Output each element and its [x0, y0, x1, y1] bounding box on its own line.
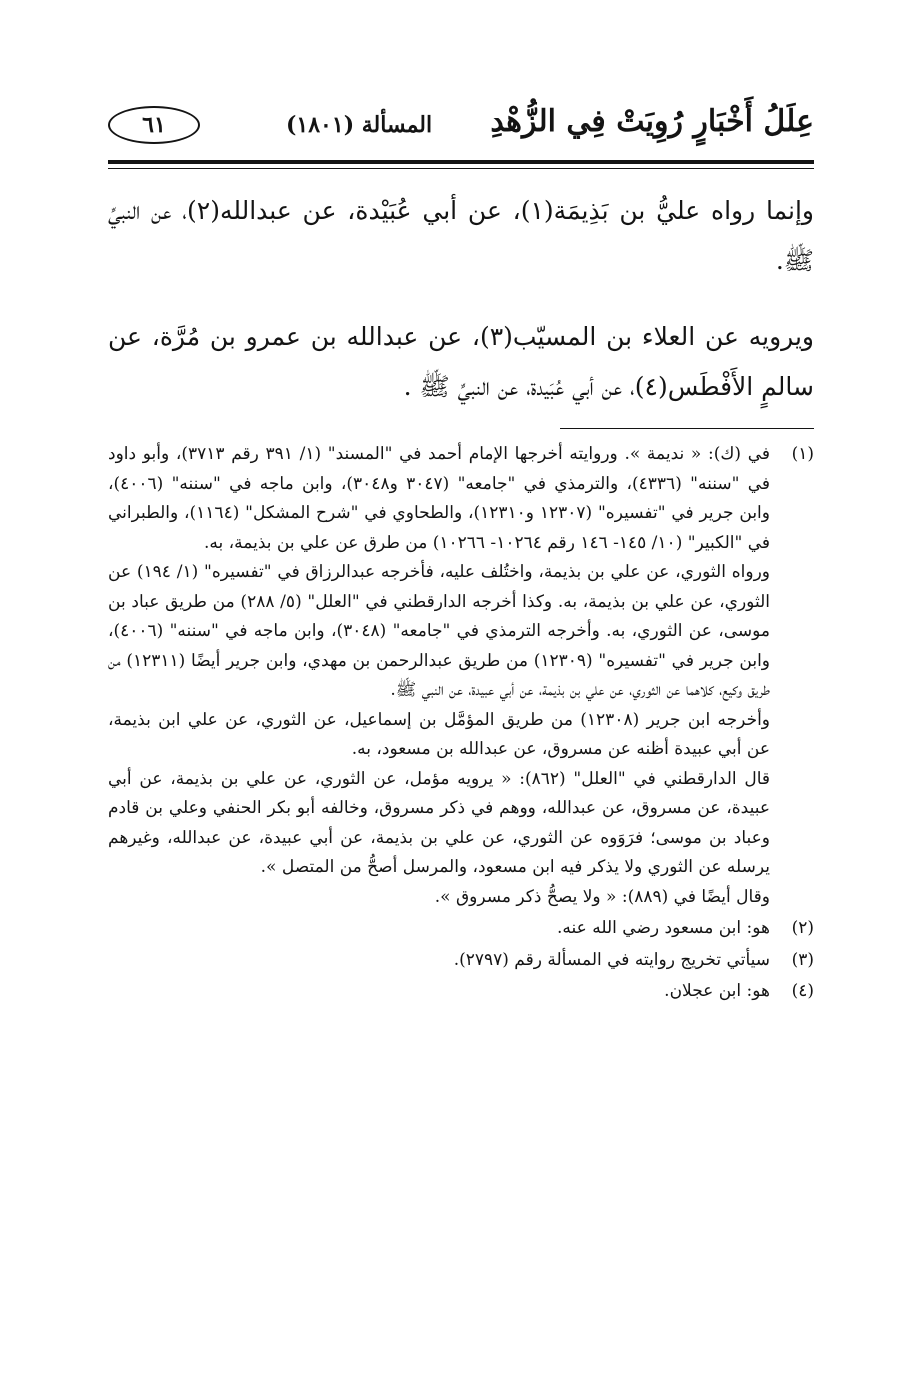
footnote-1-paragraph-3: وأخرجه ابن جرير (١٢٣٠٨) من طريق المؤمَّل بن إسماعيل، عن الثوري، عن علي ابن بذيمة، عن أبي عبيدة أظنه عن مسروق، عن عبدالله بن مسعود، به. — [108, 709, 771, 759]
footnote-1-paragraph-1: في (ك): « نديمة ». وروايته أخرجها الإمام أحمد في "المسند" (١/ ٣٩١ رقم ٣٧١٣)، وأبو داود في "سننه" (٤٣٣٦)، والترمذي في "جامعه" (٣٠٤٧ و٣٠٤٨)، وابن ماجه في "سننه" (٤٠٠٦)، وابن جرير في "تفسيره" (١٢٣٠٧ و١٢٣١٠)، والطحاوي في "شرح المشكل" (١١٦٤)، والطبراني في "الكبير" (١٠/ ١٤٥- ١٤٦ رقم ١٠٢٦٤- ١٠٢٦٦) من طرق عن علي بن بذيمة، به. — [108, 444, 770, 553]
header-divider-thin — [108, 168, 814, 169]
footnote-4-text: هو: ابن عجلان. — [664, 981, 770, 1001]
header-divider-thick — [108, 160, 814, 164]
footnote-number: (١) — [791, 444, 814, 464]
footnote-3-text: سيأتي تخريج روايته في المسألة رقم (٢٧٩٧). — [453, 949, 770, 970]
main-paragraph-1: وإنما رواه عليُّ بن بَذِيمَة(١)، عن أبي عُبَيْدة، عن عبدالله(٢)، عن النبيِّ ﷺ. — [108, 196, 814, 275]
issue-label: المسألة (١٨٠١) — [286, 112, 433, 138]
footnote-number: (٣) — [791, 949, 814, 970]
main-text — [108, 186, 814, 438]
footnote-4 — [108, 977, 814, 1007]
footnote-3 — [108, 946, 814, 976]
footnote-number: (٢) — [791, 918, 814, 938]
footnote-2-text: هو: ابن مسعود رضي الله عنه. — [557, 918, 770, 938]
main-paragraph-2: ويرويه عن العلاء بن المسيّب(٣)، عن عبدالله بن عمرو بن مُرَّة، عن سالمٍ الأَفْطَس(٤)، عن أبي عُبَيدة، عن النبيِّ ﷺ . — [108, 322, 814, 401]
footnote-2 — [108, 914, 814, 944]
footnote-1-paragraph-2: ورواه الثوري، عن علي بن بذيمة، واختُلف عليه، فأخرجه عبدالرزاق في "تفسيره" (١/ ١٩٤) عن الثوري، عن علي بن بذيمة، به. وكذا أخرجه الدارقطني في "العلل" (٥/ ٢٨٨) من طريق عباد بن موسى، عن الثوري، به. وأخرجه الترمذي في "جامعه" (٣٠٤٨)، وابن ماجه في "سننه" (٤٠٠٦)، وابن جرير في "تفسيره" (١٢٣٠٩) من طريق عبدالرحمن بن مهدي، وابن جرير أيضًا (١٢٣١١) من طريق وكيع، كلاهما عن الثوري، عن علي بن بذيمة، عن أبي عبيدة، عن النبي ﷺ. — [108, 562, 771, 700]
page-number-badge: ٦١ — [108, 106, 200, 144]
footnote-divider — [560, 428, 814, 429]
footnote-1-paragraph-4: قال الدارقطني في "العلل" (٨٦٢): « يرويه مؤمل، عن الثوري، عن علي بن بذيمة، عن أبي عبيدة، عن مسروق، عن عبدالله، ووهم في ذكر مسروق، وخالفه أبو بكر الحنفي وعلي بن قادم وعباد بن موسى؛ فرَوَوه عن الثوري، عن علي بن بذيمة، عن أبي عبيدة، عن عبدالله، وغيرهم يرسله عن الثوري ولا يذكر فيه ابن مسعود، والمرسل أصحُّ من المتصل ». — [108, 768, 770, 877]
running-header — [108, 100, 814, 158]
book-title: عِلَلُ أَخْبَارٍ رُوِيَتْ فِي الزُّهْدِ — [490, 104, 814, 139]
footnote-number: (٤) — [791, 981, 814, 1001]
footnote-1-paragraph-5: وقال أيضًا في (٨٨٩): « ولا يصحُّ ذكر مسروق ». — [434, 886, 770, 907]
footnotes — [108, 440, 814, 1007]
footnote-1 — [108, 440, 814, 912]
